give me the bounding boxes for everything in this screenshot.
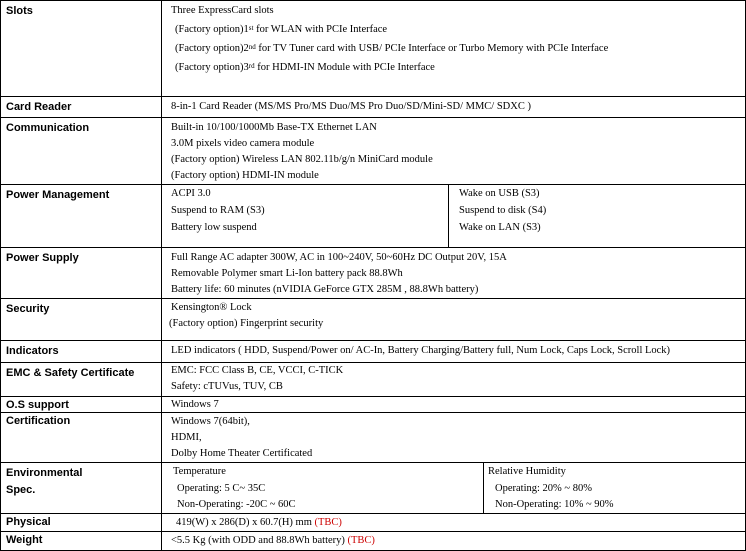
spec-line — [171, 534, 375, 548]
row-os-support — [0, 396, 746, 412]
spec-line: Battery life: 60 minutes (nVIDIA GeForce GTX 285M , 88.8Wh battery) — [171, 284, 479, 295]
spec-line: Suspend to disk (S4) — [459, 205, 547, 216]
row-label: EMC & Safety Certificate — [0, 363, 162, 396]
row-content — [162, 248, 746, 298]
row-card-reader — [0, 96, 746, 117]
spec-line: Built-in 10/100/1000Mb Base-TX Ethernet LAN — [171, 122, 377, 133]
spec-line: Dolby Home Theater Certificated — [171, 448, 313, 459]
ordinal-suffix: nd — [248, 43, 256, 51]
spec-line: Relative Humidity — [488, 466, 566, 477]
row-power-supply — [0, 247, 746, 298]
row-content — [162, 341, 746, 362]
spec-line — [176, 516, 342, 530]
spec-line: Windows 7 — [171, 399, 219, 410]
spec-line: Operating: 20% ~ 80% — [495, 483, 592, 494]
row-content — [162, 514, 746, 531]
row-communication — [0, 117, 746, 184]
column-divider — [448, 185, 449, 247]
row-physical — [0, 513, 746, 531]
row-content — [162, 363, 746, 396]
spec-line: 3.0M pixels video camera module — [171, 138, 315, 149]
row-emc-safety — [0, 362, 746, 396]
spec-text: (Factory option)3 — [175, 62, 249, 73]
spec-line: LED indicators ( HDD, Suspend/Power on/ AC-In, Battery Charging/Battery full, Num Lock, Caps Lock, Scroll Lock) — [171, 345, 671, 356]
row-content — [162, 532, 746, 550]
ordinal-suffix: rd — [248, 62, 255, 70]
row-label: Physical — [0, 514, 162, 531]
row-label: Card Reader — [0, 97, 162, 117]
spec-line — [175, 23, 387, 37]
spec-line: Operating: 5 C~ 35C — [177, 483, 266, 494]
spec-line: Wake on USB (S3) — [459, 188, 540, 199]
spec-line: Windows 7(64bit), — [171, 416, 250, 427]
spec-text: (Factory option)1 — [175, 24, 249, 35]
row-content — [162, 397, 746, 412]
row-security — [0, 298, 746, 340]
spec-line: EMC: FCC Class B, CE, VCCI, C-TICK — [171, 365, 344, 376]
spec-line: 8-in-1 Card Reader (MS/MS Pro/MS Duo/MS Pro Duo/SD/Mini-SD/ MMC/ SDXC ) — [171, 101, 531, 112]
row-content — [162, 413, 746, 462]
row-label: O.S support — [0, 397, 162, 412]
spec-line: Full Range AC adapter 300W, AC in 100~240V, 50~60Hz DC Output 20V, 15A — [171, 252, 507, 263]
row-content — [162, 185, 746, 247]
label-line: Environmental — [6, 467, 83, 479]
row-label: Security — [0, 299, 162, 340]
spec-line: Non-Operating: 10% ~ 90% — [495, 499, 614, 510]
spec-line: (Factory option) Fingerprint security — [169, 318, 324, 329]
spec-text: 419(W) x 286(D) x 60.7(H) mm — [176, 517, 315, 528]
row-label: Communication — [0, 118, 162, 184]
spec-line: Three ExpressCard slots — [171, 5, 274, 16]
row-label: Power Supply — [0, 248, 162, 298]
spec-text: for WLAN with PCIe Interface — [253, 24, 388, 35]
spec-line: (Factory option) Wireless LAN 802.11b/g/n MiniCard module — [171, 154, 433, 165]
spec-line: (Factory option) HDMI-IN module — [171, 170, 319, 181]
row-label — [0, 463, 162, 513]
spec-line — [175, 61, 435, 75]
row-content — [162, 299, 746, 340]
spec-line: Safety: cTUVus, TUV, CB — [171, 381, 283, 392]
row-label: Power Management — [0, 185, 162, 247]
row-content — [162, 463, 746, 513]
spec-line: Suspend to RAM (S3) — [171, 205, 265, 216]
spec-text: (Factory option)2 — [175, 43, 249, 54]
label-line: Spec. — [6, 484, 36, 496]
spec-line: Temperature — [173, 466, 226, 477]
spec-line: Battery low suspend — [171, 222, 257, 233]
spec-line — [175, 42, 608, 56]
row-indicators — [0, 340, 746, 362]
row-power-management — [0, 184, 746, 247]
spec-text: for TV Tuner card with USB/ PCIe Interface or Turbo Memory with PCIe Interface — [255, 43, 609, 54]
spec-line: Wake on LAN (S3) — [459, 222, 541, 233]
tbc-badge: (TBC) — [314, 517, 342, 528]
spec-line: Non-Operating: -20C ~ 60C — [177, 499, 296, 510]
spec-line: Kensington® Lock — [171, 302, 252, 313]
spec-text: for HDMI-IN Module with PCIe Interface — [254, 62, 435, 73]
row-content — [162, 97, 746, 117]
row-label: Indicators — [0, 341, 162, 362]
ordinal-suffix: st — [248, 24, 254, 32]
row-label: Slots — [0, 1, 162, 96]
row-label: Certification — [0, 413, 162, 462]
row-label: Weight — [0, 532, 162, 550]
row-certification — [0, 412, 746, 462]
tbc-badge: (TBC) — [347, 535, 375, 546]
row-slots — [0, 0, 746, 96]
row-content — [162, 118, 746, 184]
row-weight — [0, 531, 746, 551]
spec-line: HDMI, — [171, 432, 202, 443]
spec-text: <5.5 Kg (with ODD and 88.8Wh battery) — [171, 535, 348, 546]
column-divider — [483, 463, 484, 513]
spec-line: ACPI 3.0 — [171, 188, 211, 199]
spec-line: Removable Polymer smart Li-Ion battery pack 88.8Wh — [171, 268, 403, 279]
row-content — [162, 1, 746, 96]
row-environmental — [0, 462, 746, 513]
